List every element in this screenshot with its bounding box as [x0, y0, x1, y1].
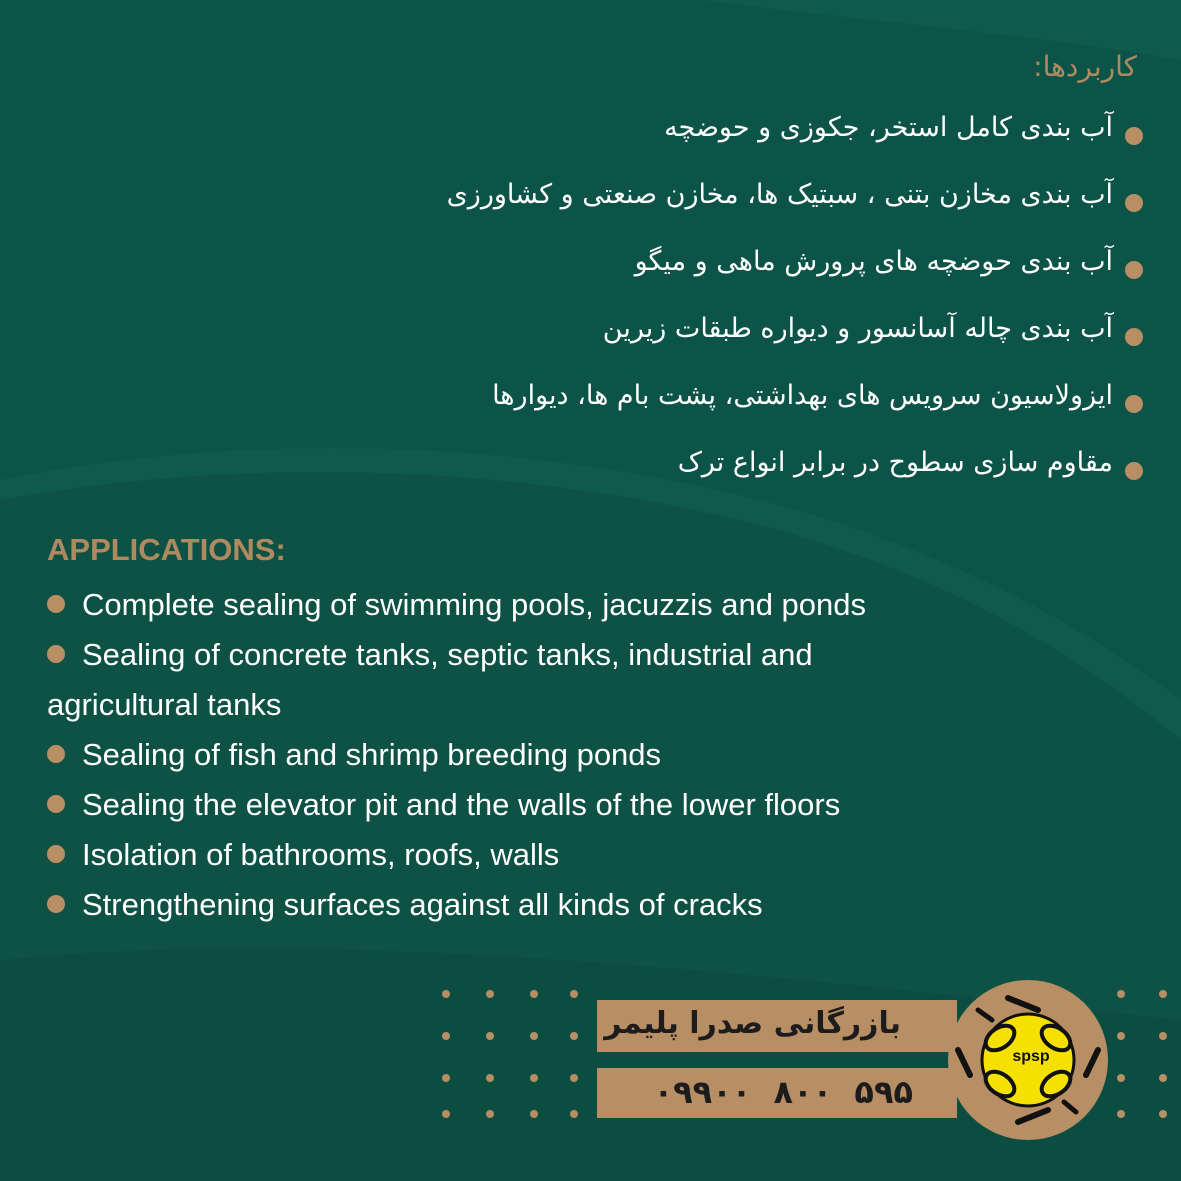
english-title: APPLICATIONS: [47, 532, 286, 567]
logo-text: spsp [1012, 1048, 1050, 1065]
item-text: آب بندی کامل استخر، جکوزی و حوضچه [664, 112, 1113, 143]
persian-list [243, 112, 1143, 514]
bullet-icon [1125, 328, 1143, 346]
item-text: ایزولاسیون سرویس های بهداشتی، پشت بام ها، دیوارها [492, 380, 1113, 411]
list-item [243, 112, 1143, 179]
company-name-bar [597, 1000, 957, 1052]
bullet-icon [47, 795, 65, 813]
bullet-icon [47, 645, 65, 663]
bullet-icon [1125, 395, 1143, 413]
item-text: Sealing of concrete tanks, septic tanks, industrial and agricultural tanks [47, 637, 813, 722]
bullet-icon [1125, 261, 1143, 279]
list-item [47, 580, 897, 630]
bullet-icon [47, 845, 65, 863]
list-item [47, 730, 897, 780]
bullet-icon [1125, 127, 1143, 145]
list-item [47, 830, 897, 880]
item-text: Complete sealing of swimming pools, jacuzzis and ponds [82, 587, 867, 622]
list-item [243, 246, 1143, 313]
bullet-icon [47, 745, 65, 763]
item-text: آب بندی چاله آسانسور و دیواره طبقات زیرین [602, 313, 1113, 344]
list-item [47, 880, 897, 930]
list-item [243, 179, 1143, 246]
decorative-dots-left [442, 990, 582, 1120]
bullet-icon [47, 595, 65, 613]
list-item [243, 313, 1143, 380]
english-list [47, 580, 897, 930]
persian-title: کاربردها: [1033, 50, 1137, 83]
list-item [243, 447, 1143, 514]
item-text: آب بندی مخازن بتنی ، سبتیک ها، مخازن صنعتی و کشاورزی [446, 179, 1113, 210]
item-text: Isolation of bathrooms, roofs, walls [82, 837, 560, 872]
item-text: Sealing the elevator pit and the walls of the lower floors [82, 787, 841, 822]
item-text: مقاوم سازی سطوح در برابر انواع ترک [677, 447, 1113, 478]
bullet-icon [47, 895, 65, 913]
phone-bar [597, 1068, 957, 1118]
item-text: Sealing of fish and shrimp breeding ponds [82, 737, 662, 772]
company-name: بازرگانی صدرا پلیمر [604, 1006, 901, 1041]
phone-number: ۰۹۹۰۰ ۸۰۰ ۵۹۵ [653, 1073, 913, 1111]
bullet-icon [1125, 462, 1143, 480]
item-text: آب بندی حوضچه های پرورش ماهی و میگو [634, 246, 1113, 277]
list-item [47, 630, 897, 730]
list-item [47, 780, 897, 830]
company-logo [948, 980, 1108, 1140]
item-text: Strengthening surfaces against all kinds of cracks [82, 887, 763, 922]
list-item [243, 380, 1143, 447]
bullet-icon [1125, 194, 1143, 212]
decorative-dots-right [1117, 990, 1167, 1120]
